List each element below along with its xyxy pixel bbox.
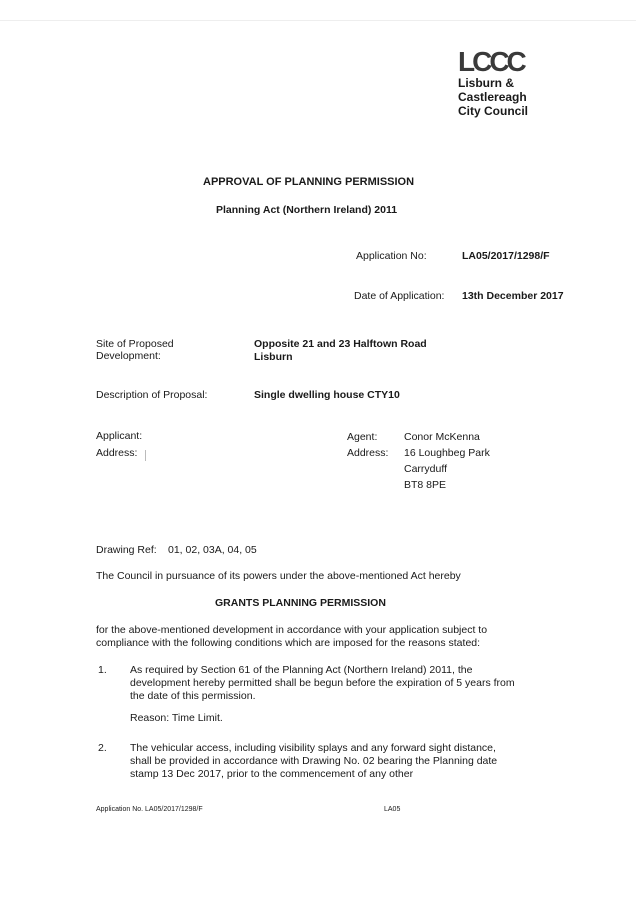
condition-1-number: 1. [98, 664, 107, 676]
intro-text: The Council in pursuance of its powers under the above-mentioned Act hereby [96, 570, 461, 582]
date-of-application-value: 13th December 2017 [462, 290, 564, 302]
condition-2-text: The vehicular access, including visibility splays and any forward sight distance, shall be provided in accordance with Drawing No. 02 bearing the Planning date stamp 13 Dec 2017, prior to the commencement of any other [130, 742, 498, 780]
council-logo [458, 48, 568, 118]
application-no-label: Application No: [356, 250, 427, 262]
redaction-mark [145, 450, 146, 461]
logo-line-1: Lisburn & [458, 76, 514, 90]
agent-label: Agent: [347, 431, 378, 443]
condition-2-number: 2. [98, 742, 107, 754]
condition-1-text: As required by Section 61 of the Planning Act (Northern Ireland) 2011, the development hereby permitted shall be begun before the expiration of 5 years from the date of this permission. [130, 664, 515, 702]
logo-mark: LCCC [458, 46, 524, 77]
agent-address-label: Address: [347, 447, 389, 459]
proposal-label: Description of Proposal: [96, 389, 208, 401]
condition-1-reason: Reason: Time Limit. [130, 712, 223, 724]
scan-edge-line [0, 20, 636, 21]
document-title: APPROVAL OF PLANNING PERMISSION [203, 176, 415, 188]
logo-line-2: Castlereagh [458, 90, 527, 104]
proposal-value: Single dwelling house CTY10 [254, 389, 400, 401]
site-value-line-1: Opposite 21 and 23 Halftown Road [254, 338, 427, 350]
agent-address-line-3: BT8 8PE [404, 479, 447, 491]
site-label-line-1: Site of Proposed [96, 338, 174, 350]
footer-application-ref: Application No. LA05/2017/1298/F [96, 806, 203, 813]
logo-line-3: City Council [458, 104, 529, 118]
grant-heading: GRANTS PLANNING PERMISSION [215, 597, 386, 609]
date-of-application-label: Date of Application: [354, 290, 445, 302]
applicant-address-label: Address: [96, 447, 138, 459]
application-no-value: LA05/2017/1298/F [462, 250, 550, 262]
drawing-ref-label: Drawing Ref: [96, 544, 157, 556]
footer-code: LA05 [384, 806, 401, 813]
for-text: for the above-mentioned development in accordance with your application subject to compliance with the following conditions which are imposed for the reasons stated: [96, 624, 488, 649]
agent-name: Conor McKenna [404, 431, 480, 443]
agent-address-line-2: Carryduff [404, 463, 447, 475]
drawing-ref-value: 01, 02, 03A, 04, 05 [168, 544, 257, 556]
act-title: Planning Act (Northern Ireland) 2011 [216, 204, 398, 216]
site-label-line-2: Development: [96, 350, 161, 362]
applicant-label: Applicant: [96, 430, 143, 442]
site-value-line-2: Lisburn [254, 351, 293, 363]
agent-address-line-1: 16 Loughbeg Park [404, 447, 490, 459]
